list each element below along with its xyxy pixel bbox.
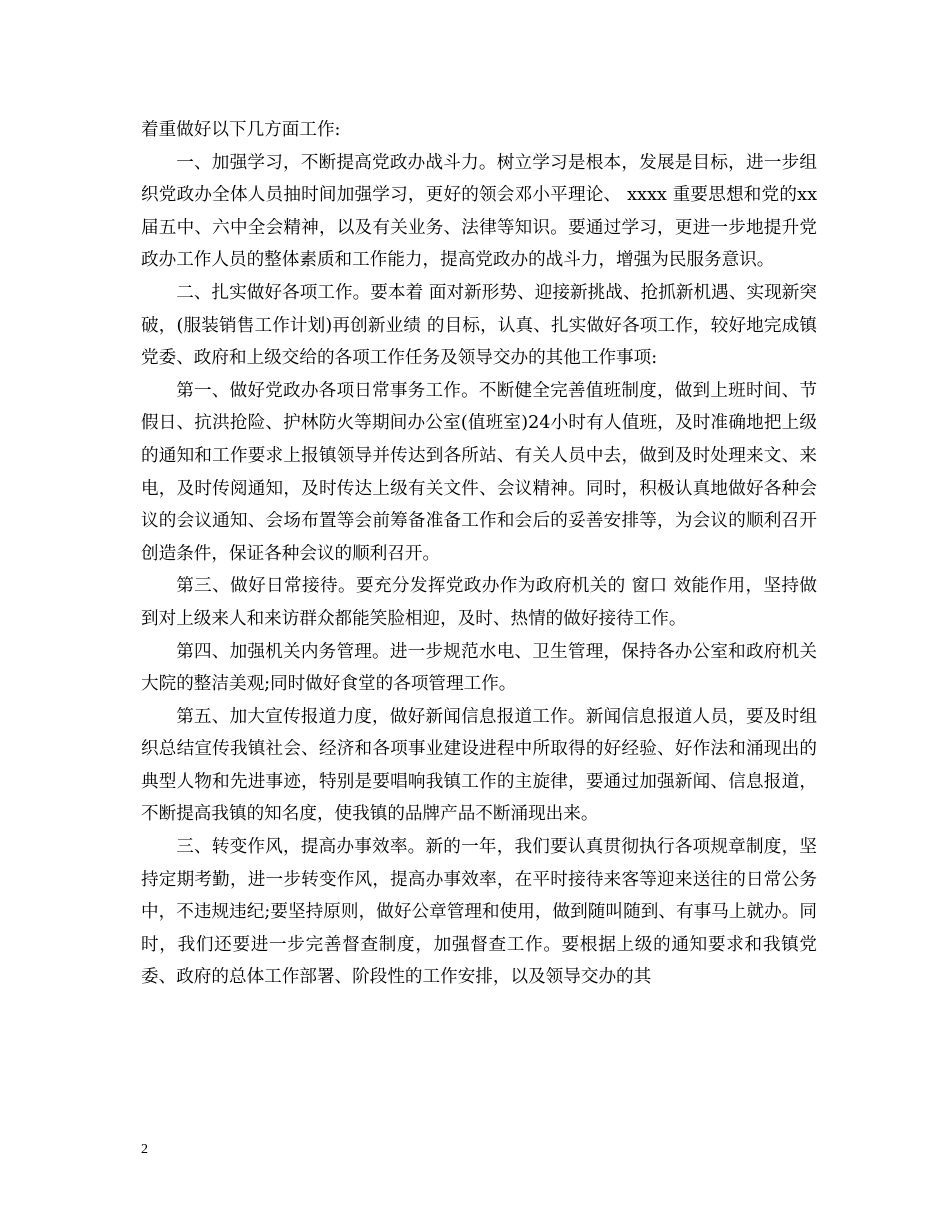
paragraph-item-4: 第四、加强机关内务管理。进一步规范水电、卫生管理，保持各办公室和政府机关大院的整洁美观;同时做好食堂的各项管理工作。 — [141, 641, 817, 695]
paragraph-section-3: 三、转变作风，提高办事效率。新的一年，我们要认真贯彻执行各项规章制度，坚持定期考勤，进一步转变作风，提高办事效率，在平时接待来客等迎来送往的日常公务中，不违规违纪;要坚持原则，做好公章管理和使用，做到随叫随到、有事马上就办。同时，我们还要进一步完善督查制度，加强督查工作。要根据上级的通知要求和我镇党委、政府的总体工作部署、阶段性的工作安排，以及领导交办的其 — [141, 837, 817, 988]
paragraph-item-5: 第五、加大宣传报道力度，做好新闻信息报道工作。新闻信息报道人员，要及时组织总结宣传我镇社会、经济和各项事业建设进程中所取得的好经验、好作法和涌现出的典型人物和先进事迹，特别是要唱响我镇工作的主旋律，要通过加强新闻、信息报道，不断提高我镇的知名度，使我镇的品牌产品不断涌现出来。 — [141, 706, 817, 825]
paragraph-intro: 着重做好以下几方面工作: — [141, 120, 341, 140]
paragraph-section-1: 一、加强学习，不断提高党政办战斗力。树立学习是根本，发展是目标，进一步组织党政办全体人员抽时间加强学习，更好的领会邓小平理论、 xxxx 重要思想和党的xx届五中、六中全会精神，以及有关业务、法律等知识。要通过学习，更进一步地提升党政办工作人员的整体素质和工作能力，提高党政办的战斗力，增强为民服务意识。 — [141, 152, 817, 271]
document-body — [141, 114, 817, 994]
paragraph-item-1: 第一、做好党政办各项日常事务工作。不断健全完善值班制度，做到上班时间、节假日、抗洪抢险、护林防火等期间办公室(值班室)24小时有人值班，及时准确地把上级的通知和工作要求上报镇领导并传达到各所站、有关人员中去，做到及时处理来文、来电，及时传阅通知，及时传达上级有关文件、会议精神。同时，积极认真地做好各种会议的会议通知、会场布置等会前筹备准备工作和会后的妥善安排等，为会议的顺利召开创造条件，保证各种会议的顺利召开。 — [141, 380, 817, 564]
paragraph-item-3: 第三、做好日常接待。要充分发挥党政办作为政府机关的 窗口 效能作用，坚持做到对上级来人和来访群众都能笑脸相迎，及时、热情的做好接待工作。 — [141, 576, 817, 629]
paragraph-section-2: 二、扎实做好各项工作。要本着 面对新形势、迎接新挑战、抢抓新机遇、实现新突破，(服装销售工作计划)再创新业绩 的目标，认真、扎实做好各项工作，较好地完成镇党委、政府和上级交给的各项工作任务及领导交办的其他工作事项: — [141, 282, 817, 369]
page-number: 2 — [141, 1142, 148, 1157]
